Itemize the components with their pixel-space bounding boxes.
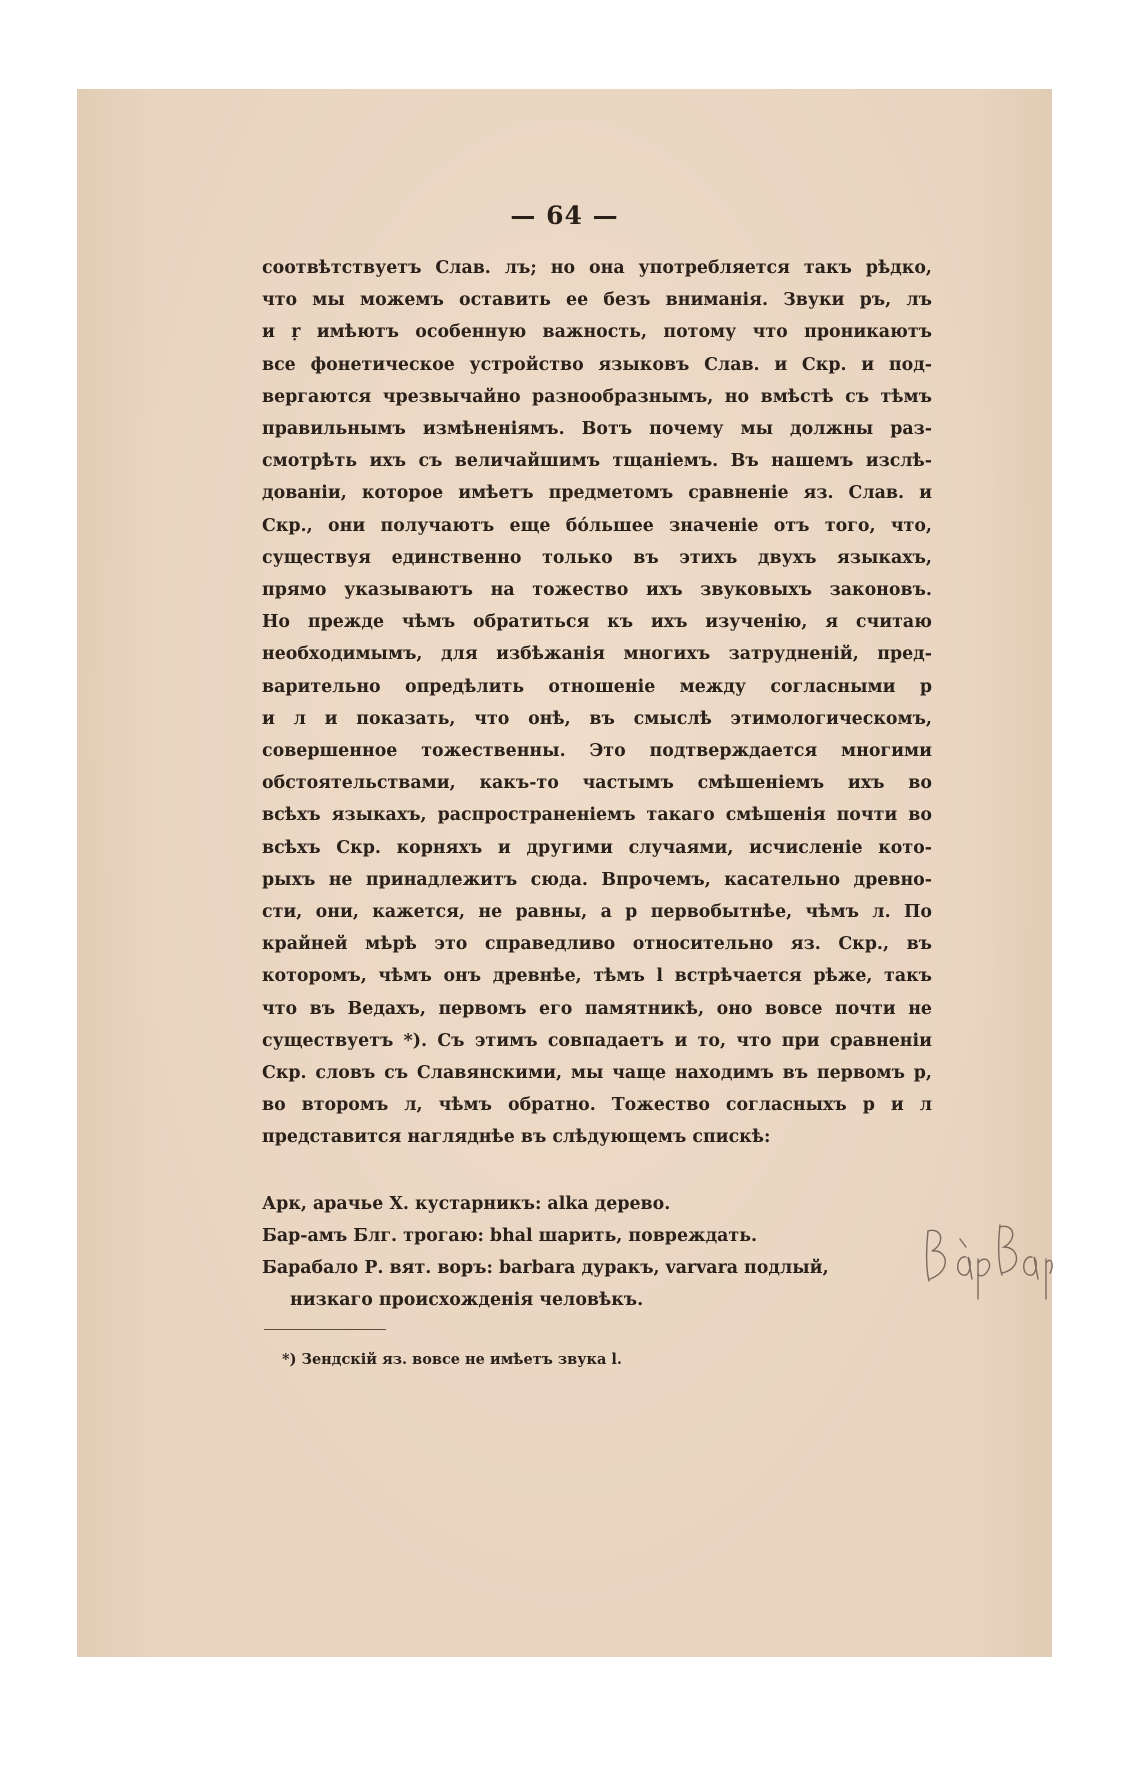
glossary-entry: Барабало Р. вят. воръ: barbara дуракъ, varvara подлый, [262,1258,829,1278]
text-line: во второмъ л, чѣмъ обратно. Тожество согласныхъ р и л [262,1095,932,1116]
handwriting-scribble-icon [922,1219,1054,1309]
text-line: существуя единственно только въ этихъ двухъ языкахъ, [262,547,932,568]
text-line: которомъ, чѣмъ онъ древнѣе, тѣмъ l встрѣчается рѣже, такъ [262,966,932,987]
text-line: сти, они, кажется, не равны, а р первобытнѣе, чѣмъ л. По [262,902,932,923]
text-line: всѣхъ Скр. корняхъ и другими случаями, исчисленіе кото- [262,837,932,858]
text-line: все фонетическое устройство языковъ Слав. и Скр. и под- [262,354,932,375]
body-text [262,252,932,1154]
text-line: дованіи, которое имѣетъ предметомъ сравненіе яз. Слав. и [262,483,932,504]
text-line: крайней мѣрѣ это справедливо относительно яз. Скр., въ [262,934,932,955]
handwritten-margin-note [922,1219,1054,1309]
scanned-page [77,89,1052,1657]
footnote-divider [264,1329,386,1330]
text-line: Скр. словъ съ Славянскими, мы чаще находимъ въ первомъ р, [262,1063,932,1084]
text-line: правильнымъ измѣненіямъ. Вотъ почему мы должны раз- [262,419,932,440]
text-line: соотвѣтствуетъ Слав. лъ; но она употребляется такъ рѣдко, [262,258,932,278]
page-number: — 64 — [510,201,619,230]
text-line: варительно опредѣлить отношеніе между согласными р [262,676,932,697]
text-line: что мы можемъ оставить ее безъ вниманія. Звуки ръ, лъ [262,290,932,311]
text-line: всѣхъ языкахъ, распространеніемъ такаго смѣшенія почти во [262,805,932,826]
text-line: совершенное тожественны. Это подтверждается многими [262,741,932,762]
glossary-entry-continuation: низкаго происхожденія человѣкъ. [290,1290,644,1310]
text-line: смотрѣть ихъ съ величайшимъ тщаніемъ. Въ нашемъ изслѣ- [262,451,932,472]
text-line: и ṛ имѣютъ особенную важность, потому что проникаютъ [262,322,932,343]
text-line: обстоятельствами, какъ-то частымъ смѣшеніемъ ихъ во [262,773,932,794]
text-line: рыхъ не принадлежитъ сюда. Впрочемъ, касательно древно- [262,869,932,890]
glossary-entry: Бар-амъ Блг. трогаю: bhal шарить, повреждать. [262,1226,758,1246]
glossary-list [262,1188,962,1316]
text-line: Скр., они получаютъ еще бóльшее значеніе отъ того, что, [262,515,932,536]
text-line: и л и показать, что онѣ, въ смыслѣ этимологическомъ, [262,708,932,729]
text-line: вергаются чрезвычайно разнообразнымъ, но вмѣстѣ съ тѣмъ [262,386,932,407]
text-line: необходимымъ, для избѣжанія многихъ затрудненій, пред- [262,644,932,665]
footnote: *) Зендскій яз. вовсе не имѣетъ звука l. [282,1351,622,1368]
text-line: существуетъ *). Съ этимъ совпадаетъ и то, что при сравненіи [262,1030,932,1051]
glossary-entry: Арк, арачье Х. кустарникъ: alka дерево. [262,1194,671,1214]
text-line: прямо указываютъ на тожество ихъ звуковыхъ законовъ. [262,580,932,601]
text-line: что въ Ведахъ, первомъ его памятникѣ, оно вовсе почти не [262,998,932,1019]
text-line: представится нагляднѣе въ слѣдующемъ спискѣ: [262,1127,771,1148]
text-line: Но прежде чѣмъ обратиться къ ихъ изученію, я считаю [262,612,932,633]
